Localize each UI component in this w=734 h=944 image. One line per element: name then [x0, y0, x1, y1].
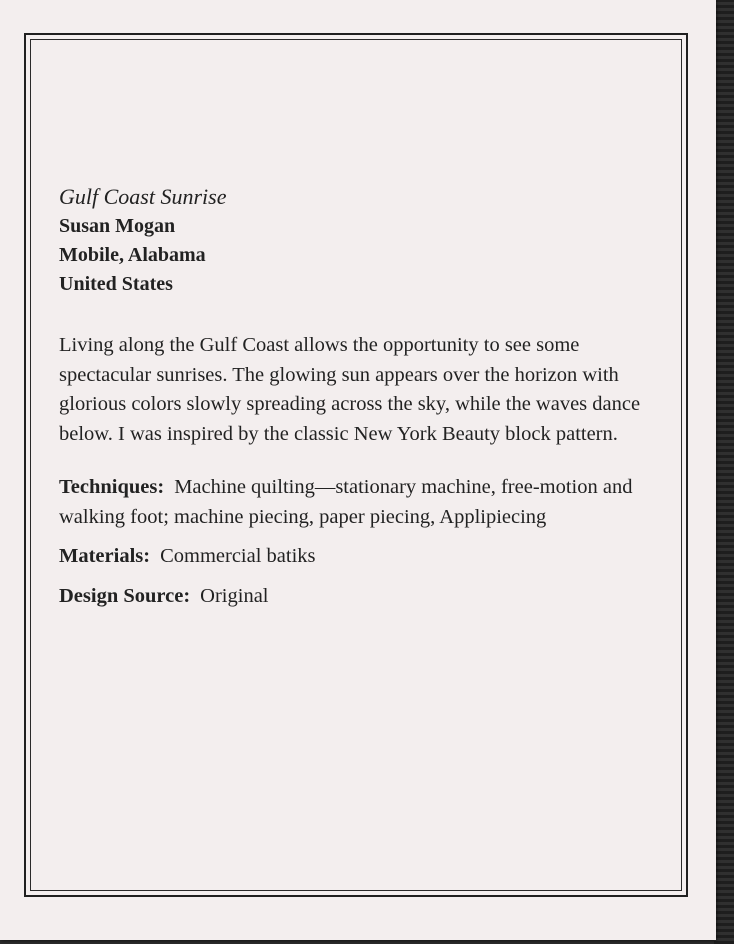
backdrop-edge [714, 0, 734, 944]
quilt-title: Gulf Coast Sunrise [59, 184, 227, 209]
design-source-value: Original [200, 584, 269, 607]
materials-value: Commercial batiks [160, 545, 316, 567]
design-source-field [59, 582, 659, 612]
artist-location: Mobile, Alabama [59, 244, 206, 266]
artist-country: United States [59, 273, 173, 295]
materials-field [59, 542, 659, 572]
techniques-field [59, 473, 659, 532]
design-source-label: Design Source: [59, 584, 191, 607]
techniques-value: Machine quilting—stationary machine, free-motion and walking foot; machine piecing, paper piecing, Applipiecing [59, 476, 633, 528]
artist-statement: Living along the Gulf Coast allows the opportunity to see some spectacular sunrises. The glowing sun appears over the horizon with glorious colors slowly spreading across the sky, while the waves dance below. I was inspired by the classic New York Beauty block pattern. [59, 334, 641, 445]
card-content [59, 181, 659, 611]
techniques-label: Techniques: [59, 476, 165, 498]
materials-label: Materials: [59, 545, 151, 567]
artist-name: Susan Mogan [59, 215, 176, 237]
